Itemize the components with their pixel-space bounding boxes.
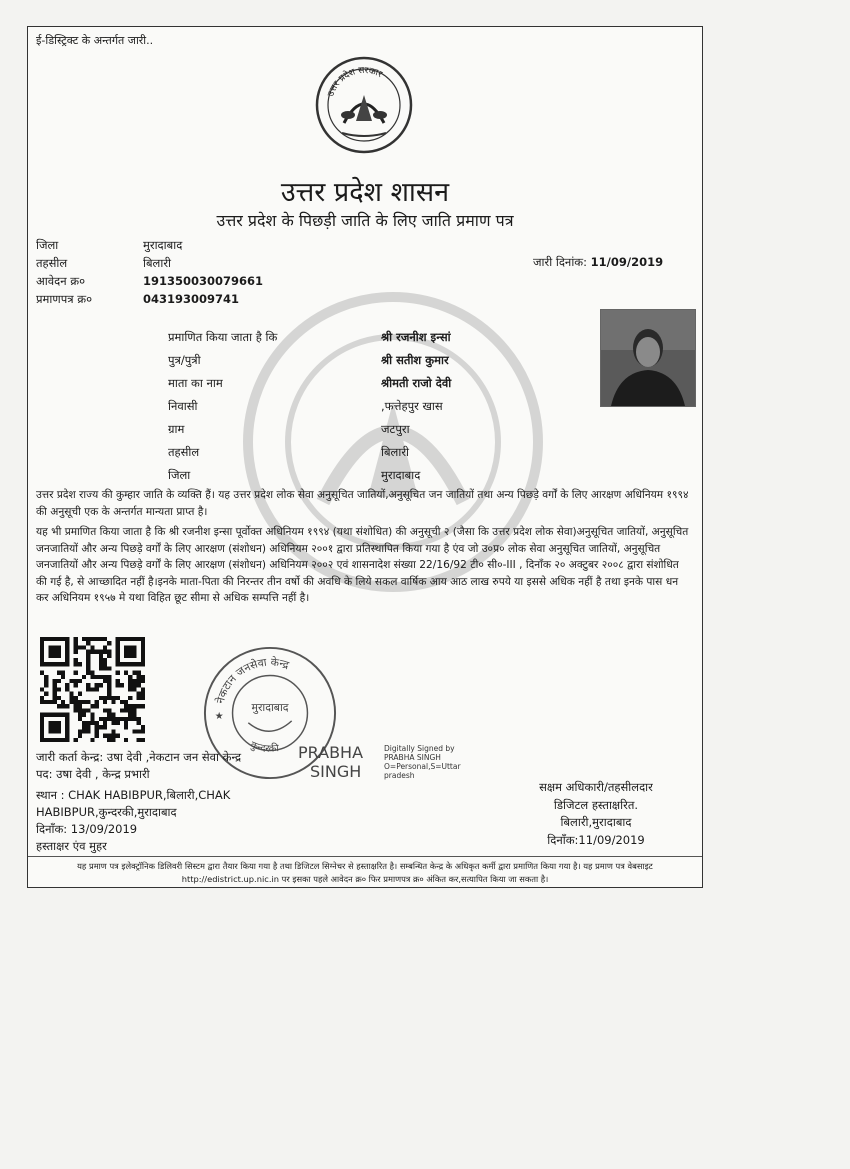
issuer-sign-seal: हस्ताक्षर एंव मुहर <box>36 839 107 853</box>
svg-text:नेकटान जनसेवा केन्द्र: नेकटान जनसेवा केन्द्र <box>213 655 291 705</box>
detail-label-resident: निवासी <box>168 399 198 413</box>
detail-value-resident: ,फत्तेहपुर खास <box>381 399 443 413</box>
header-note: ई-डिस्ट्रिक्ट के अन्तर्गत जारी.. <box>36 34 154 47</box>
detail-value-name: श्री रजनीश इन्सां <box>381 330 451 344</box>
svg-text:मुरादाबाद: मुरादाबाद <box>251 701 289 715</box>
digital-signature-details <box>384 744 461 780</box>
sign-detail-line4: pradesh <box>384 771 415 780</box>
svg-text:उत्तर प्रदेश सरकार: उत्तर प्रदेश सरकार <box>326 65 384 99</box>
digital-signature <box>298 743 363 781</box>
issuer-post: पद: उषा देवी , केन्द्र प्रभारी <box>36 767 150 781</box>
sign-detail-line3: O=Personal,S=Uttar <box>384 762 461 771</box>
meta-label-certificate-no: प्रमाणपत्र क्र० <box>36 292 93 306</box>
detail-label-village: ग्राम <box>168 422 185 436</box>
issuer-place-cont: HABIBPUR,कुन्दरकी,मुरादाबाद <box>36 805 177 819</box>
caste-paragraph: उत्तर प्रदेश राज्य की कुम्हार जाति के व्यक्ति हैं। यह उत्तर प्रदेश लोक सेवा अनुसूचित जातियों,अनुसूचित जन जातियों तथा अन्य पिछड़े वर्गों के लिए आरक्षण अधिनियम १९९४ की अनुसूची एक के अन्तर्गत मान्यता प्राप्त है। <box>36 489 689 518</box>
detail-value-mother: श्रीमती राजो देवी <box>381 376 452 390</box>
signer-name-last: SINGH <box>310 762 362 781</box>
sign-detail-line1: Digitally Signed by <box>384 744 455 753</box>
issuer-place: स्थान : CHAK HABIBPUR,बिलारी,CHAK <box>36 788 231 802</box>
detail-label-tehsil: तहसील <box>168 445 200 459</box>
issue-date <box>533 255 663 270</box>
meta-label-application-no: आवेदन क्र० <box>36 274 86 288</box>
up-emblem-icon <box>314 55 414 155</box>
certificate-page <box>27 26 703 888</box>
issuer-center: जारी कर्ता केन्द्र: उषा देवी ,नेकटान जन सेवा केन्द्र <box>36 750 242 764</box>
income-paragraph: यह भी प्रमाणित किया जाता है कि श्री रजनीश इन्सा पूर्वोक्त अधिनियम १९९४ (यथा संशोधित) की अनुसूची २ (जैसा कि उत्तर प्रदेश लोक सेवा)अनुसूचित जातियों, अनुसूचित जनजातियों और अन्य पिछड़े वर्गों के लिए आरक्षण (संशोधन) अधिनियम २००१ द्वारा प्रतिस्थापित किया गया है एंव जो उ०प्र० लोक सेवा अनुसूचित जातियों, अनुसूचित जनजातियों और अन्य पिछड़े वर्गों के लिए आरक्षण (संशोधन) अधिनियम २००२ एवं शासनादेश संख्या 22/16/92 टी० सी०-III , दिनाँक २० अक्टुबर २००८ द्वारा संशोधित की गई है, से आच्छादित नहीं है।इनके माता-पिता की निरन्तर तीन वर्षो की अवधि के लिये सकल वार्षिक आय आठ लाख रुपये या इससे अधिक नहीं है तथा इनके पास धन कर अधिनियम १९५७ मे यथा विहित छूट सीमा से अधिक सम्पत्ति नहीं है। <box>36 526 689 605</box>
certificate-subtitle: उत्तर प्रदेश के पिछड़ी जाति के लिए जाति प्रमाण पत्र <box>216 211 514 230</box>
authority-signed: डिजिटल हस्ताक्षरित. <box>553 797 639 812</box>
meta-label-tehsil: तहसील <box>36 256 68 270</box>
detail-label-district: जिला <box>168 468 191 482</box>
svg-text:कुन्दरकी: कुन्दरकी <box>248 739 280 755</box>
footer-note: यह प्रमाण पत्र इलेक्ट्रॉनिक डिलिवरी सिस्टम द्वारा तैयार किया गया है तथा डिजिटल सिग्नेचर से हस्ताक्षरित है। सम्बन्धित केन्द्र के अधिकृत कर्मी द्वारा प्रमाणित किया गया है। यह प्रमाण पत्र वेबसाइट http://edistrict.up.nic.in पर इसका पहले आवेदन क्र० फिर प्रमाणपत्र क्र० अंकित कर,सत्यापित किया जा सकता है। <box>77 861 653 884</box>
issue-date-value: 11/09/2019 <box>590 255 664 269</box>
detail-value-father: श्री सतीश कुमार <box>381 353 449 367</box>
authority-place: बिलारी,मुरादाबाद <box>560 815 632 829</box>
svg-text:★: ★ <box>214 710 224 722</box>
meta-value-district: मुरादाबाद <box>143 238 183 252</box>
qr-code-icon <box>40 637 145 742</box>
authority-block <box>496 779 696 849</box>
detail-label-certified: प्रमाणित किया जाता है कि <box>168 330 278 344</box>
signer-name-first: PRABHA <box>298 743 364 762</box>
meta-value-tehsil: बिलारी <box>143 256 172 270</box>
page-title: उत्तर प्रदेश शासन <box>280 177 450 208</box>
meta-value-application-no: 191350030079661 <box>143 274 264 288</box>
authority-date: दिनाँक:11/09/2019 <box>547 832 645 847</box>
issuer-date: दिनाँक: 13/09/2019 <box>36 822 138 836</box>
issue-date-label: जारी दिनांक: <box>533 255 588 269</box>
sign-detail-line2: PRABHA SINGH <box>384 753 441 762</box>
authority-title: सक्षम अधिकारी/तहसीलदार <box>539 780 653 794</box>
detail-value-village: जटपुरा <box>381 422 410 436</box>
detail-value-district: मुरादाबाद <box>381 468 421 482</box>
issuer-block <box>36 749 241 855</box>
footer-divider <box>28 856 702 857</box>
detail-value-tehsil: बिलारी <box>381 445 410 459</box>
meta-label-district: जिला <box>36 238 59 252</box>
detail-label-mother: माता का नाम <box>168 376 223 390</box>
applicant-photo <box>600 309 696 407</box>
detail-label-parent: पुत्र/पुत्री <box>168 353 201 367</box>
meta-value-certificate-no: 043193009741 <box>143 292 240 306</box>
